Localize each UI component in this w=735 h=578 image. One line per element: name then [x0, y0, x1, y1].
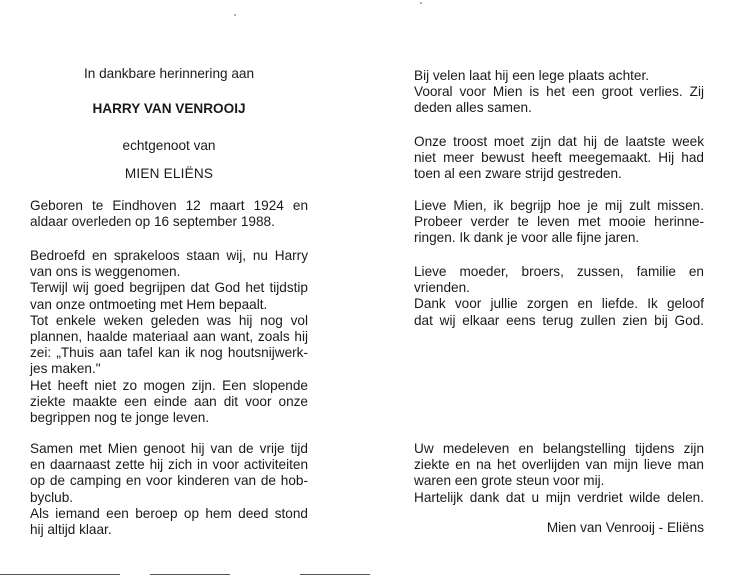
relation-line: [30, 138, 308, 154]
text-line: niet meer bewust heeft meegemaakt. Hij had: [414, 150, 704, 166]
loss-paragraph: [414, 68, 704, 117]
grief-paragraph: [30, 248, 308, 426]
comfort-paragraph: [414, 134, 704, 183]
text-line: Dank voor jullie zorgen en liefde. Ik geloof: [414, 296, 704, 312]
speck: [234, 14, 236, 16]
text-line: Uw medeleven en belangstelling tijdens zijn: [414, 441, 704, 456]
text-line: ziekte en na het overlijden van mijn lieve man: [414, 457, 704, 473]
text-line: Lieve moeder, broers, zussen, familie en: [414, 264, 704, 279]
text-line: Tot enkele weken geleden was hij nog vol: [30, 312, 308, 328]
text-line: ringen. Ik dank je voor alle fijne jaren.: [414, 230, 640, 246]
text-line: Het heeft niet zo mogen zijn. Een slopende: [30, 377, 308, 393]
text-line: byclub.: [30, 489, 74, 505]
text-line: dat wij elkaar eens terug zullen zien bij God.: [414, 312, 704, 328]
text-line: van onze ontmoeting met Hem bepaalt.: [30, 296, 268, 312]
text-line: toen al een zware strijd gestreden.: [414, 166, 622, 182]
text-line: Hartelijk dank dat u mijn verdriet wilde delen.: [414, 489, 704, 505]
relation-text: echtgenoot van: [122, 138, 216, 153]
text-line: ziekte maakte een einde aan dit voor onze: [30, 393, 308, 409]
text-line: Onze troost moet zijn dat hij de laatste week: [414, 134, 704, 149]
deceased-name-text: HARRY VAN VENROOIJ: [92, 101, 246, 116]
family-paragraph: [414, 264, 704, 329]
intro-line: [30, 66, 308, 82]
text-line: zei: „Thuis aan tafel kan ik nog houtsnijwerk-: [30, 345, 308, 361]
text-line: aldaar overleden op 16 september 1988.: [30, 214, 275, 230]
text-line: van ons is weggenomen.: [30, 264, 181, 280]
text-line: en daarnaast zette hij zich in voor activiteiten: [30, 457, 308, 473]
text-line: hij altijd klaar.: [30, 522, 112, 538]
spouse-name: [30, 166, 308, 182]
intro-text: In dankbare herinnering aan: [83, 66, 255, 81]
bottom-edge-line: [300, 574, 370, 575]
text-line: Bij velen laat hij een lege plaats achter.: [414, 68, 650, 83]
text-line: op de camping en voor kinderen van de hob-: [30, 473, 308, 489]
dear-mien-paragraph: [414, 198, 704, 247]
signature: [414, 520, 704, 536]
text-line: jes maken.": [30, 361, 101, 377]
bottom-edge-line: [0, 574, 120, 575]
text-line: Probeer verder te leven met mooie herinne-: [414, 214, 704, 230]
hobby-paragraph: [30, 441, 308, 538]
text-line: Bedroefd en sprakeloos staan wij, nu Harry: [30, 248, 308, 263]
text-line: deden alles samen.: [414, 100, 532, 116]
signature-text: Mien van Venrooij - Eliëns: [546, 520, 704, 535]
text-line: Lieve Mien, ik begrijp hoe je mij zult missen.: [414, 198, 704, 213]
deceased-name: [30, 101, 308, 117]
text-line: Vooral voor Mien is het een groot verlies. Zij: [414, 84, 704, 100]
text-line: begrippen nog te jonge leven.: [30, 410, 210, 426]
text-line: Samen met Mien genoot hij van de vrije tijd: [30, 441, 308, 456]
text-line: Als iemand een beroep op hem deed stond: [30, 505, 308, 521]
speck: [420, 2, 422, 4]
text-line: waren een grote steun voor mij.: [414, 473, 605, 489]
thanks-paragraph: [414, 441, 704, 506]
bottom-edge-line: [150, 574, 230, 575]
spouse-name-text: MIEN ELIËNS: [124, 166, 214, 181]
text-line: plannen, haalde materiaal aan want, zoals hij: [30, 329, 308, 345]
text-line: Geboren te Eindhoven 12 maart 1924 en: [30, 198, 308, 213]
birth-death-paragraph: [30, 198, 308, 230]
text-line: vrienden.: [414, 280, 470, 296]
text-line: Terwijl wij goed begrijpen dat God het tijdstip: [30, 280, 308, 296]
